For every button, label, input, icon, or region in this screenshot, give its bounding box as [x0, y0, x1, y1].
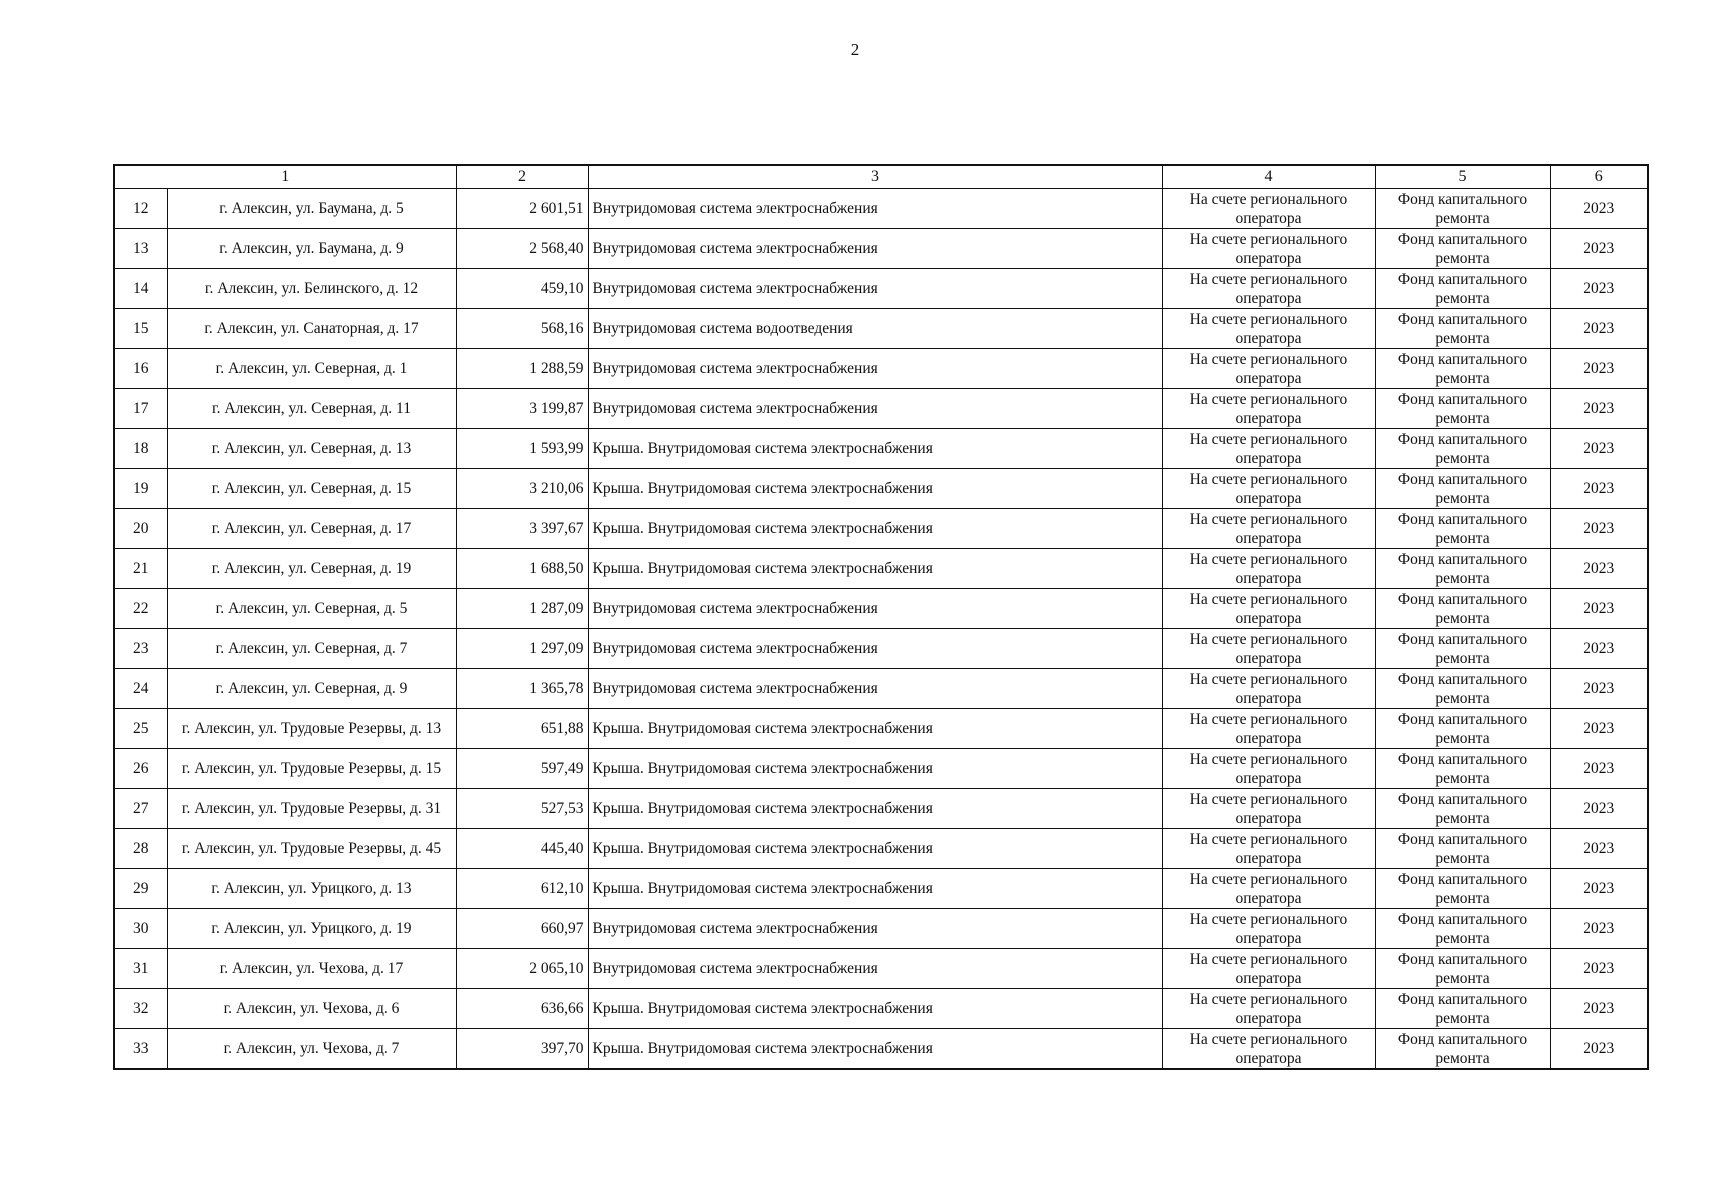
works-cell: Внутридомовая система электроснабжения: [588, 189, 1162, 229]
row-number: 29: [114, 869, 167, 909]
table-row: [114, 629, 1648, 669]
column-header-3: 3: [588, 165, 1162, 189]
address-cell: г. Алексин, ул. Чехова, д. 17: [167, 949, 456, 989]
year-cell: 2023: [1550, 429, 1648, 469]
funding-source-cell: Фонд капитального ремонта: [1375, 469, 1550, 509]
row-number: 17: [114, 389, 167, 429]
address-cell: г. Алексин, ул. Трудовые Резервы, д. 13: [167, 709, 456, 749]
address-cell: г. Алексин, ул. Северная, д. 7: [167, 629, 456, 669]
works-cell: Внутридомовая система электроснабжения: [588, 229, 1162, 269]
works-cell: Крыша. Внутридомовая система электроснабжения: [588, 1029, 1162, 1070]
account-cell: На счете регионального оператора: [1162, 549, 1375, 589]
year-cell: 2023: [1550, 829, 1648, 869]
works-cell: Крыша. Внутридомовая система электроснабжения: [588, 829, 1162, 869]
funding-source-cell: Фонд капитального ремонта: [1375, 269, 1550, 309]
funding-source-cell: Фонд капитального ремонта: [1375, 909, 1550, 949]
account-cell: На счете регионального оператора: [1162, 949, 1375, 989]
funding-source-cell: Фонд капитального ремонта: [1375, 949, 1550, 989]
funding-source-cell: Фонд капитального ремонта: [1375, 229, 1550, 269]
row-number: 28: [114, 829, 167, 869]
row-number: 30: [114, 909, 167, 949]
account-cell: На счете регионального оператора: [1162, 229, 1375, 269]
year-cell: 2023: [1550, 989, 1648, 1029]
works-cell: Внутридомовая система электроснабжения: [588, 589, 1162, 629]
area-cell: 1 297,09: [456, 629, 588, 669]
area-cell: 2 568,40: [456, 229, 588, 269]
page-number: 2: [850, 40, 860, 59]
year-cell: 2023: [1550, 389, 1648, 429]
column-header-5: 5: [1375, 165, 1550, 189]
year-cell: 2023: [1550, 269, 1648, 309]
row-number: 12: [114, 189, 167, 229]
table-row: [114, 309, 1648, 349]
column-header-6: 6: [1550, 165, 1648, 189]
table-row: [114, 1029, 1648, 1070]
year-cell: 2023: [1550, 709, 1648, 749]
works-cell: Крыша. Внутридомовая система электроснабжения: [588, 789, 1162, 829]
area-cell: 660,97: [456, 909, 588, 949]
table-row: [114, 709, 1648, 749]
year-cell: 2023: [1550, 949, 1648, 989]
account-cell: На счете регионального оператора: [1162, 669, 1375, 709]
area-cell: 459,10: [456, 269, 588, 309]
row-number: 25: [114, 709, 167, 749]
funding-source-cell: Фонд капитального ремонта: [1375, 869, 1550, 909]
area-cell: 2 601,51: [456, 189, 588, 229]
year-cell: 2023: [1550, 789, 1648, 829]
works-cell: Внутридомовая система электроснабжения: [588, 349, 1162, 389]
table-row: [114, 349, 1648, 389]
row-number: 14: [114, 269, 167, 309]
year-cell: 2023: [1550, 909, 1648, 949]
funding-source-cell: Фонд капитального ремонта: [1375, 989, 1550, 1029]
account-cell: На счете регионального оператора: [1162, 829, 1375, 869]
year-cell: 2023: [1550, 749, 1648, 789]
works-cell: Крыша. Внутридомовая система электроснабжения: [588, 869, 1162, 909]
year-cell: 2023: [1550, 509, 1648, 549]
row-number: 16: [114, 349, 167, 389]
account-cell: На счете регионального оператора: [1162, 429, 1375, 469]
area-cell: 2 065,10: [456, 949, 588, 989]
area-cell: 445,40: [456, 829, 588, 869]
address-cell: г. Алексин, ул. Урицкого, д. 19: [167, 909, 456, 949]
funding-source-cell: Фонд капитального ремонта: [1375, 749, 1550, 789]
account-cell: На счете регионального оператора: [1162, 789, 1375, 829]
account-cell: На счете регионального оператора: [1162, 509, 1375, 549]
area-cell: 527,53: [456, 789, 588, 829]
funding-source-cell: Фонд капитального ремонта: [1375, 549, 1550, 589]
works-cell: Внутридомовая система электроснабжения: [588, 669, 1162, 709]
works-cell: Крыша. Внутридомовая система электроснабжения: [588, 509, 1162, 549]
address-cell: г. Алексин, ул. Баумана, д. 9: [167, 229, 456, 269]
year-cell: 2023: [1550, 1029, 1648, 1070]
area-cell: 636,66: [456, 989, 588, 1029]
table-row: [114, 749, 1648, 789]
area-cell: 1 365,78: [456, 669, 588, 709]
funding-source-cell: Фонд капитального ремонта: [1375, 709, 1550, 749]
row-number: 32: [114, 989, 167, 1029]
table-row: [114, 189, 1648, 229]
row-number: 18: [114, 429, 167, 469]
address-cell: г. Алексин, ул. Северная, д. 11: [167, 389, 456, 429]
address-cell: г. Алексин, ул. Санаторная, д. 17: [167, 309, 456, 349]
address-cell: г. Алексин, ул. Северная, д. 17: [167, 509, 456, 549]
table-row: [114, 829, 1648, 869]
area-cell: 612,10: [456, 869, 588, 909]
account-cell: На счете регионального оператора: [1162, 309, 1375, 349]
table-row: [114, 589, 1648, 629]
area-cell: 568,16: [456, 309, 588, 349]
works-cell: Внутридомовая система электроснабжения: [588, 629, 1162, 669]
table-row: [114, 949, 1648, 989]
funding-source-cell: Фонд капитального ремонта: [1375, 349, 1550, 389]
table-row: [114, 989, 1648, 1029]
funding-source-cell: Фонд капитального ремонта: [1375, 309, 1550, 349]
funding-source-cell: Фонд капитального ремонта: [1375, 509, 1550, 549]
table-row: [114, 469, 1648, 509]
account-cell: На счете регионального оператора: [1162, 749, 1375, 789]
address-cell: г. Алексин, ул. Северная, д. 19: [167, 549, 456, 589]
funding-source-cell: Фонд капитального ремонта: [1375, 389, 1550, 429]
area-cell: 3 199,87: [456, 389, 588, 429]
year-cell: 2023: [1550, 309, 1648, 349]
funding-source-cell: Фонд капитального ремонта: [1375, 789, 1550, 829]
account-cell: На счете регионального оператора: [1162, 589, 1375, 629]
row-number: 19: [114, 469, 167, 509]
funding-source-cell: Фонд капитального ремонта: [1375, 1029, 1550, 1070]
works-cell: Внутридомовая система электроснабжения: [588, 389, 1162, 429]
row-number: 24: [114, 669, 167, 709]
address-cell: г. Алексин, ул. Северная, д. 15: [167, 469, 456, 509]
year-cell: 2023: [1550, 669, 1648, 709]
row-number: 27: [114, 789, 167, 829]
address-cell: г. Алексин, ул. Урицкого, д. 13: [167, 869, 456, 909]
account-cell: На счете регионального оператора: [1162, 989, 1375, 1029]
table-row: [114, 509, 1648, 549]
table-row: [114, 229, 1648, 269]
row-number: 31: [114, 949, 167, 989]
registry-table: [113, 164, 1649, 1070]
account-cell: На счете регионального оператора: [1162, 1029, 1375, 1070]
address-cell: г. Алексин, ул. Северная, д. 13: [167, 429, 456, 469]
works-cell: Крыша. Внутридомовая система электроснабжения: [588, 709, 1162, 749]
year-cell: 2023: [1550, 189, 1648, 229]
works-cell: Крыша. Внутридомовая система электроснабжения: [588, 749, 1162, 789]
row-number: 20: [114, 509, 167, 549]
works-cell: Внутридомовая система электроснабжения: [588, 269, 1162, 309]
row-number: 33: [114, 1029, 167, 1070]
account-cell: На счете регионального оператора: [1162, 469, 1375, 509]
address-cell: г. Алексин, ул. Баумана, д. 5: [167, 189, 456, 229]
account-cell: На счете регионального оператора: [1162, 909, 1375, 949]
account-cell: На счете регионального оператора: [1162, 389, 1375, 429]
row-number: 23: [114, 629, 167, 669]
year-cell: 2023: [1550, 589, 1648, 629]
works-cell: Внутридомовая система электроснабжения: [588, 909, 1162, 949]
address-cell: г. Алексин, ул. Северная, д. 1: [167, 349, 456, 389]
table-row: [114, 269, 1648, 309]
works-cell: Внутридомовая система водоотведения: [588, 309, 1162, 349]
account-cell: На счете регионального оператора: [1162, 709, 1375, 749]
address-cell: г. Алексин, ул. Чехова, д. 6: [167, 989, 456, 1029]
year-cell: 2023: [1550, 549, 1648, 589]
row-number: 26: [114, 749, 167, 789]
year-cell: 2023: [1550, 629, 1648, 669]
account-cell: На счете регионального оператора: [1162, 629, 1375, 669]
account-cell: На счете регионального оператора: [1162, 869, 1375, 909]
funding-source-cell: Фонд капитального ремонта: [1375, 669, 1550, 709]
row-number: 13: [114, 229, 167, 269]
table-row: [114, 389, 1648, 429]
works-cell: Крыша. Внутридомовая система электроснабжения: [588, 469, 1162, 509]
area-cell: 3 210,06: [456, 469, 588, 509]
area-cell: 1 593,99: [456, 429, 588, 469]
works-cell: Внутридомовая система электроснабжения: [588, 949, 1162, 989]
account-cell: На счете регионального оператора: [1162, 349, 1375, 389]
column-header-4: 4: [1162, 165, 1375, 189]
area-cell: 597,49: [456, 749, 588, 789]
funding-source-cell: Фонд капитального ремонта: [1375, 829, 1550, 869]
column-header-2: 2: [456, 165, 588, 189]
table-row: [114, 669, 1648, 709]
area-cell: 1 688,50: [456, 549, 588, 589]
table-row: [114, 429, 1648, 469]
column-header-1: 1: [114, 165, 456, 189]
funding-source-cell: Фонд капитального ремонта: [1375, 429, 1550, 469]
address-cell: г. Алексин, ул. Белинского, д. 12: [167, 269, 456, 309]
row-number: 22: [114, 589, 167, 629]
row-number: 15: [114, 309, 167, 349]
row-number: 21: [114, 549, 167, 589]
year-cell: 2023: [1550, 229, 1648, 269]
area-cell: 1 287,09: [456, 589, 588, 629]
funding-source-cell: Фонд капитального ремонта: [1375, 189, 1550, 229]
table-row: [114, 549, 1648, 589]
table-row: [114, 869, 1648, 909]
address-cell: г. Алексин, ул. Трудовые Резервы, д. 45: [167, 829, 456, 869]
table-header-row: [114, 165, 1648, 189]
year-cell: 2023: [1550, 869, 1648, 909]
table-row: [114, 909, 1648, 949]
area-cell: 3 397,67: [456, 509, 588, 549]
address-cell: г. Алексин, ул. Северная, д. 9: [167, 669, 456, 709]
account-cell: На счете регионального оператора: [1162, 269, 1375, 309]
funding-source-cell: Фонд капитального ремонта: [1375, 589, 1550, 629]
area-cell: 397,70: [456, 1029, 588, 1070]
area-cell: 1 288,59: [456, 349, 588, 389]
works-cell: Крыша. Внутридомовая система электроснабжения: [588, 989, 1162, 1029]
funding-source-cell: Фонд капитального ремонта: [1375, 629, 1550, 669]
year-cell: 2023: [1550, 469, 1648, 509]
address-cell: г. Алексин, ул. Трудовые Резервы, д. 31: [167, 789, 456, 829]
works-cell: Крыша. Внутридомовая система электроснабжения: [588, 549, 1162, 589]
address-cell: г. Алексин, ул. Трудовые Резервы, д. 15: [167, 749, 456, 789]
table-body: [114, 189, 1648, 1070]
works-cell: Крыша. Внутридомовая система электроснабжения: [588, 429, 1162, 469]
year-cell: 2023: [1550, 349, 1648, 389]
address-cell: г. Алексин, ул. Чехова, д. 7: [167, 1029, 456, 1070]
area-cell: 651,88: [456, 709, 588, 749]
address-cell: г. Алексин, ул. Северная, д. 5: [167, 589, 456, 629]
table-row: [114, 789, 1648, 829]
account-cell: На счете регионального оператора: [1162, 189, 1375, 229]
